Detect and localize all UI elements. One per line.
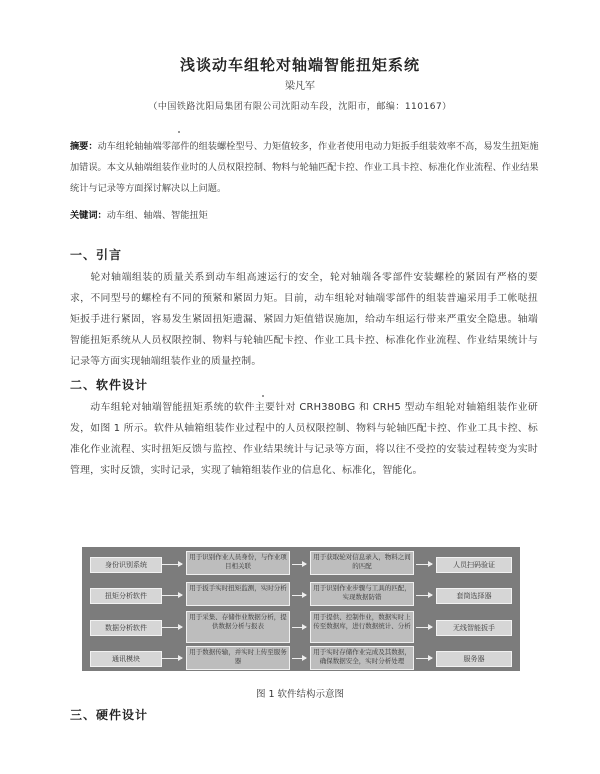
intro-paragraph [70,267,538,372]
abstract-label: 摘要： [70,141,98,152]
author-name: 梁凡军 [285,81,315,92]
diagram-desc-box: 用于提供、控制作业，数据实时上传至数据库，进行数据统计、分析 [310,611,414,643]
paper-title: 浅谈动车组轮对轴端智能扭矩系统 [179,56,420,74]
diagram-module-node: 数据分析软件 [90,620,162,636]
diagram-arrow [416,658,432,659]
keywords-label: 关键词： [70,210,107,221]
diagram-arrow [162,658,182,659]
diagram-desc-box: 用于数据传输，并实时上传至服务器 [186,646,290,670]
diagram-desc-box: 用于实时存储作业完成及其数据，确保数据安全，实时分析处理 [310,646,414,670]
diagram-desc-box: 用于识别作业人员身份，与作业项目相关联 [186,551,290,575]
author-affiliation: （中国铁路沈阳局集团有限公司沈阳动车段，沈阳市，邮编：110167） [148,102,452,112]
diagram-module-node: 身份识别系统 [90,557,162,573]
diagram-target-node: 套筒选择器 [436,588,512,604]
diagram-desc-box: 用于识别作业步骤与工具的匹配，实现数据防错 [310,582,414,606]
diagram-target-node: 无线智能扳手 [436,620,512,636]
intro-text: 轮对轴端组装的质量关系到动车组高速运行的安全，轮对轴端各零部件安装螺栓的紧固有严格的要求，不同型号的螺栓有不同的预紧和紧固力矩。目前，动车组轮对轴端零部件的组装普遍采用手工帐哒扭矩扳手进行紧固，容易发生紧固扭矩遗漏、紧固力矩值错误施加，给动车组运行带来严重安全隐患。轴端智能扭矩系统从人员权限控制、物料与轮轴匹配卡控、作业工具卡控、标准化作业流程、作业结果统计与记录等方面实现轴端组装作业的质量控制。 [70,272,538,368]
diagram-desc-box: 用于获取轮对信息录入，物料之间的匹配 [310,551,414,575]
diagram-module-node: 扭矩分析软件 [90,588,162,604]
diagram-target-node: 人员扫码验证 [436,557,512,573]
diagram-arrow [162,564,182,565]
diagram-module-node: 通讯模块 [90,651,162,667]
diagram-arrow [416,564,432,565]
software-text: 动车组轮对轴端智能扭矩系统的软件主要针对 CRH380BG 和 CRH5 型动车组轮对轴箱组装作业研发，如图 1 所示。软件从轴箱组装作业过程中的人员权限控制、物料与轮轴匹配卡控、作业工具卡控、标准化作业流程、实时扭矩反馈与监控、作业结果统计与记录等方面，将以往不受控的安装过程转变为实时管理，实时反馈，实时记录，实现了轴箱组装作业的信息化、标准化，智能化。 [70,402,538,477]
abstract [70,136,540,199]
diagram-arrow [416,627,432,628]
diagram-arrow [292,564,306,565]
section-heading-hardware: 三、硬件设计 [70,708,149,722]
section-heading-software: 二、软件设计 [70,378,149,392]
diagram-target-node: 服务器 [436,651,512,667]
software-structure-diagram [82,547,520,671]
keywords [70,207,540,221]
figure-caption: 图 1 软件结构示意图 [255,689,345,700]
diagram-arrow [292,627,306,628]
diagram-arrow [162,595,182,596]
section-heading-intro: 一、引言 [70,248,123,262]
diagram-arrow [292,658,306,659]
abstract-text: 动车组轮轴轴端零部件的组装螺栓型号、力矩值较多，作业者使用电动力矩扳手组装效率不高，易发生扭矩施加错误。本文从轴端组装作业时的人员权限控制、物料与轮轴匹配卡控、作业工具卡控、标准化作业流程、作业结果统计与记录等方面探讨解决以上问题。 [70,141,539,194]
diagram-arrow [292,595,306,596]
diagram-desc-box: 用于采集、存储作业数据分析，提供数据分析与报表 [186,611,290,643]
software-paragraph [70,397,538,481]
diagram-arrow [416,595,432,596]
diagram-desc-box: 用于扳手实时扭矩监测，实时分析 [186,582,290,606]
diagram-arrow [162,627,182,628]
scan-speck [178,131,180,133]
keywords-text: 动车组、轴端、智能扭矩 [106,210,208,221]
